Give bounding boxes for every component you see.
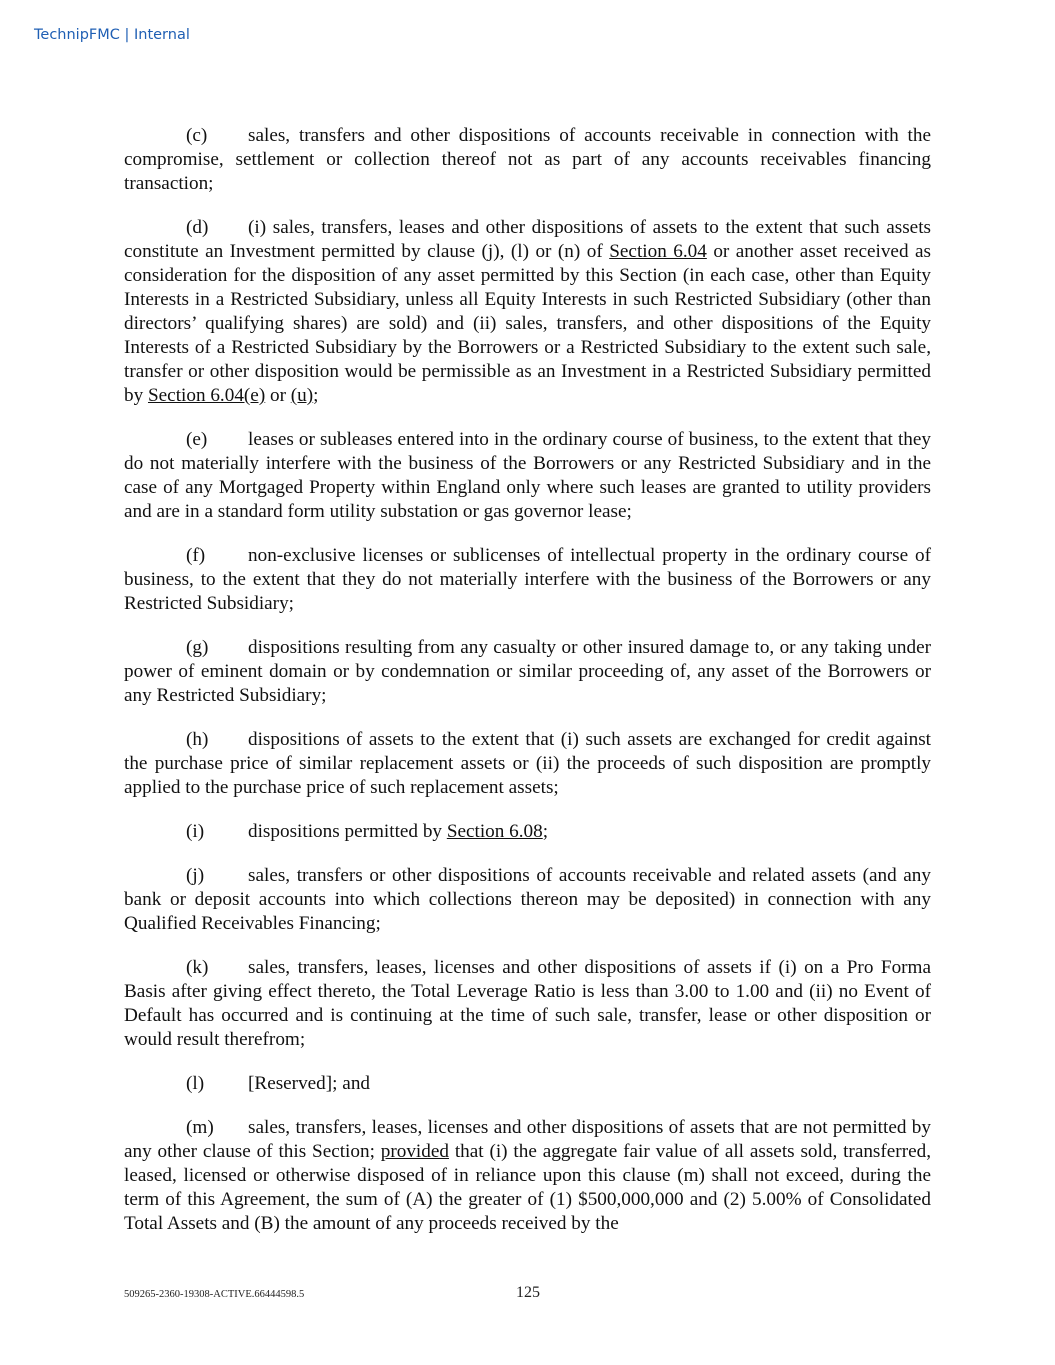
clause-text: or <box>265 385 291 406</box>
clause-e <box>124 428 931 524</box>
clause-text: non-exclusive licenses or sublicenses of intellectual property in the ordinary course of business, to the extent that they do not materially interfere with the business of the Borrowers or any Restricted Subsidiary; <box>124 545 931 614</box>
clause-label: (f) <box>186 545 206 566</box>
clause-label: (i) <box>186 821 205 842</box>
clause-c <box>124 124 931 196</box>
document-body <box>124 124 931 1256</box>
clause-label: (c) <box>186 125 208 146</box>
clause-text: dispositions resulting from any casualty or other insured damage to, or any taking under power of eminent domain or by condemnation or similar proceeding of, any asset of the Borrowers or any Restricted Subsidiary; <box>124 637 931 706</box>
clause-label: (g) <box>186 637 209 658</box>
section-6-04-reference: Section 6.04 <box>609 241 707 262</box>
clause-text: ; <box>542 821 549 842</box>
section-6-08-reference: Section 6.08 <box>446 821 543 842</box>
page-number: 125 <box>516 1284 540 1301</box>
section-6-04e-reference: Section 6.04(e) <box>147 385 266 406</box>
classification-label: TechnipFMC | Internal <box>34 27 190 43</box>
clause-label: (e) <box>186 429 208 450</box>
provided-term: provided <box>380 1141 449 1162</box>
clause-text: [Reserved]; and <box>248 1073 371 1094</box>
clause-i <box>124 820 931 844</box>
clause-label: (d) <box>186 217 209 238</box>
clause-g <box>124 636 931 708</box>
document-id: 509265-2360-19308-ACTIVE.66444598.5 <box>124 1289 305 1300</box>
clause-text: ; <box>313 385 319 406</box>
clause-text: sales, transfers, leases, licenses and other dispositions of assets if (i) on a Pro Forma Basis after giving effect thereto, the Total Leverage Ratio is less than 3.00 to 1.00 and (ii) no Event of Default has occurred and is continuing at the time of such sale, transfer, lease or other disposition or would result therefrom; <box>124 957 931 1050</box>
clause-label: (k) <box>186 957 209 978</box>
clause-l <box>124 1072 931 1096</box>
clause-d <box>124 216 931 408</box>
clause-text: (i) sales, transfers, leases and other dispositions of assets to the extent that such assets constitute an Investment permitted by clause (j), (l) or (n) of <box>124 217 931 262</box>
clause-label: (m) <box>186 1117 214 1138</box>
clause-text: that (i) the aggregate fair value of all assets sold, transferred, leased, licensed or otherwise disposed of in reliance upon this clause (m) shall not exceed, during the term of this Agreement, the sum of (A) the greater of (1) $500,000,000 and (2) 5.00% of Consolidated Total Assets and (B) the amount of any proceeds received by the <box>124 1141 931 1234</box>
clause-text: sales, transfers or other dispositions of accounts receivable and related assets (and any bank or deposit accounts into which collections thereon may be deposited) in connection with any Qualified Receivables Financing; <box>124 865 931 934</box>
clause-label: (h) <box>186 729 209 750</box>
clause-h <box>124 728 931 800</box>
clause-text: sales, transfers and other dispositions of accounts receivable in connection with the compromise, settlement or collection thereof not as part of any accounts receivables financing transaction; <box>124 125 931 194</box>
clause-f <box>124 544 931 616</box>
clause-u-reference: (u) <box>290 385 314 406</box>
clause-text: leases or subleases entered into in the ordinary course of business, to the extent that they do not materially interfere with the business of the Borrowers or any Restricted Subsidiary and in the case of any Mortgaged Property within England only where such leases are granted to utility providers and are in a standard form utility substation or gas governor lease; <box>124 429 931 522</box>
clause-text: sales, transfers, leases, licenses and other dispositions of assets that are not permitted by any other clause of this Section; <box>124 1117 931 1162</box>
clause-k <box>124 956 931 1052</box>
clause-j <box>124 864 931 936</box>
clause-label: (l) <box>186 1073 205 1094</box>
clause-text: dispositions of assets to the extent that (i) such assets are exchanged for credit against the purchase price of similar replacement assets or (ii) the proceeds of such disposition are promptly applied to the purchase price of such replacement assets; <box>124 729 931 798</box>
clause-m <box>124 1116 931 1236</box>
clause-label: (j) <box>186 865 205 886</box>
clause-text: dispositions permitted by <box>248 821 447 842</box>
clause-text: or another asset received as consideration for the disposition of any asset permitted by this Section (in each case, other than Equity Interests in a Restricted Subsidiary, unless all Equity Interests in such Restricted Subsidiary (other than directors’ qualifying shares) are sold) and (ii) sales, transfers, and other dispositions of the Equity Interests of a Restricted Subsidiary by the Borrowers or a Restricted Subsidiary to the extent such sale, transfer or other disposition would be permissible as an Investment in a Restricted Subsidiary permitted by <box>124 241 931 406</box>
